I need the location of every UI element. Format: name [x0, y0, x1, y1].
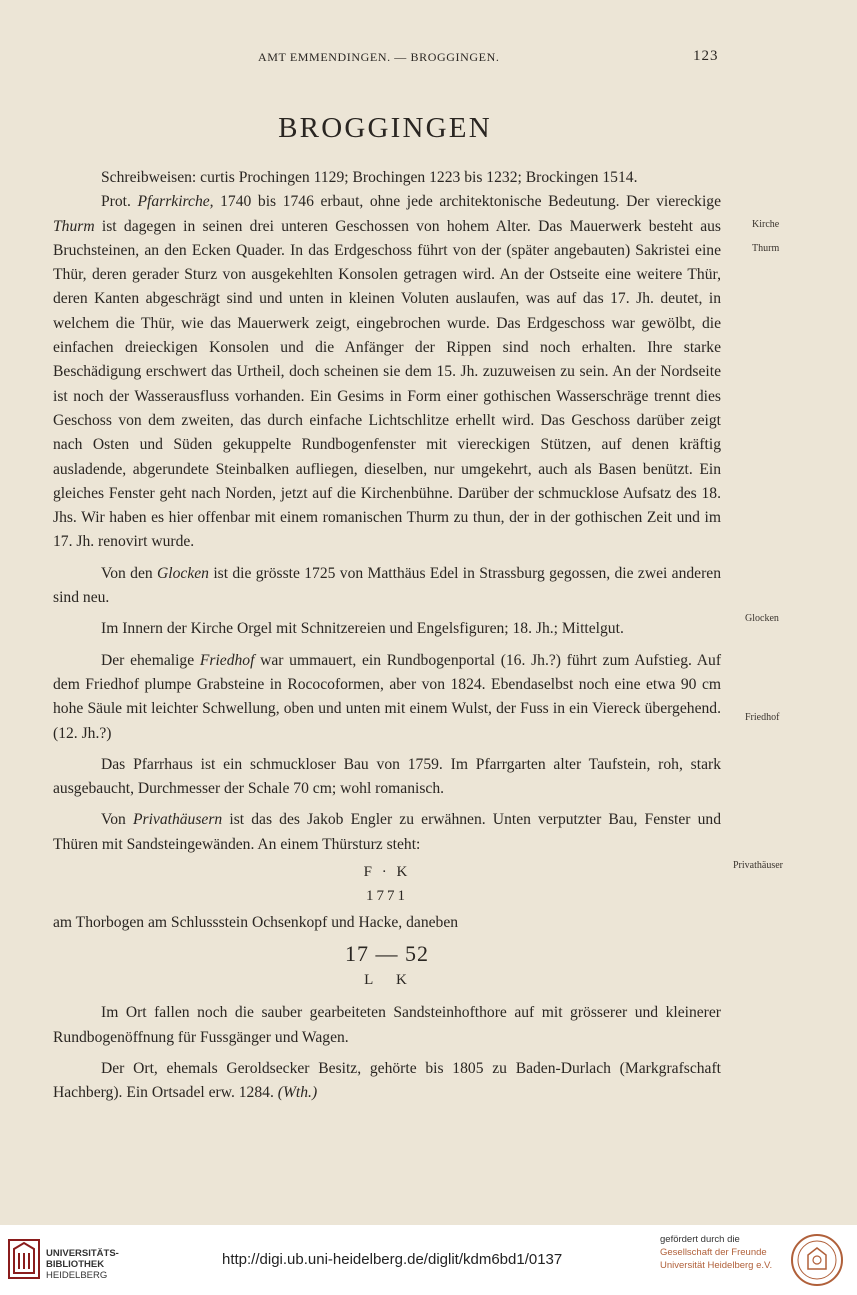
library-name — [46, 1248, 119, 1281]
inscription-year: 1771 — [366, 888, 408, 905]
paragraph-private-houses — [53, 808, 721, 857]
paragraph-church — [53, 190, 721, 554]
library-logo-icon — [8, 1239, 40, 1279]
paragraph-history — [53, 1057, 721, 1106]
paragraph-parsonage: Das Pfarrhaus ist ein schmuckloser Bau von 1759. Im Pfarrgarten alter Taufstein, roh, stark ausgebaucht, Durchmesser der Schale 70 cm; wohl romanisch. — [53, 755, 721, 798]
paragraph-gateway: am Thorbogen am Schlussstein Ochsenkopf und Hacke, daneben — [53, 914, 459, 932]
paragraph-cemetery — [53, 649, 721, 746]
text-run: Der Ort, ehemals Geroldsecker Besitz, gehörte bis 1805 zu Baden-Durlach (Markgrafschaft Hachberg). Ein Ortsadel erw. 1284. — [53, 1059, 721, 1102]
inscription-keystone-initials: L K — [364, 972, 410, 989]
paragraph-interior: Im Innern der Kirche Orgel mit Schnitzereien und Engelsfiguren; 18. Jh.; Mittelgut. — [101, 620, 624, 638]
emphasis-author: (Wth.) — [277, 1084, 318, 1102]
sponsor-block — [660, 1233, 772, 1272]
text-run: 1740 bis 1746 erbaut, ohne jede architektonische Bedeutung. Der viereckige — [213, 193, 722, 211]
margin-note-kirche: Kirche — [752, 219, 780, 230]
margin-note-glocken: Glocken — [745, 613, 779, 624]
library-name-line: HEIDELBERG — [46, 1270, 108, 1281]
text-run: ist dagegen in seinen drei unteren Geschossen von hohem Alter. Das Mauerwerk besteht aus Bruchsteinen, an den Ecken Quader. In das Erdgeschoss führt von der (später angebauten) Sakristei eine Thür, deren gerader Sturz von ausgekehlten Konsolen getragen wird. An der Ostseite eine weitere Thür, deren Kanten abgeschrägt sind und unten in kleinen Voluten auslaufen, was auf das 17. Jh. deutet, in welchem die Thür, wie das Mauerwerk zeigt, eingebrochen wurde. Das Erdgeschoss war gewölbt, die einfachen dreieckigen Konsolen und die Anfänger der Rippen sind noch erhalten. Ihre starke Beschädigung erschwert das Urtheil, doch scheinen sie dem 15. Jh. zuzuweisen zu sein. An der Nordseite ist noch der Wasserausfluss vorhanden. Ein Gesims in Form einer gothischen Wasserschräge trennt dies Geschoss von dem zweiten, das durch einfache Lichtschlitze erhellt wird. Das Geschoss darüber zeigt nach Osten und Süden gekuppelte Rundbogenfenster mit viereckigen Stützen, auf denen kräftig ausladende, abgerundete Steinbalken aufliegen, dieselben, nur umgekehrt, auch als Basen benützt. Ein gleiches Fenster geht nach Norden, jetzt auf die Kirchenbühne. Darüber der schmucklose Aufsatz des 18. Jhs. Wir haben es hier offenbar mit einem romanischen Thurm zu thun, der in der gothischen Zeit und im 17. Jh. renovirt wurde. — [53, 217, 721, 551]
emphasis-privathaeuser: Privathäusern — [132, 811, 223, 829]
text-run: ist das des Jakob Engler zu erwähnen. Unten verputzter Bau, Fenster und Thüren mit Sandsteingewänden. An einem Thürsturz steht: — [53, 811, 721, 853]
university-seal-icon — [790, 1233, 844, 1287]
sponsor-org-line: Gesellschaft der Freunde — [660, 1247, 767, 1258]
library-name-line: BIBLIOTHEK — [46, 1259, 105, 1270]
margin-note-privathaeuser: Privathäuser — [733, 860, 783, 871]
paragraph-bells — [53, 562, 721, 611]
sponsor-org-line: Universität Heidelberg e.V. — [660, 1260, 773, 1271]
inscription-keystone: 17 — 52 — [345, 941, 429, 967]
margin-note-thurm: Thurm — [752, 243, 780, 254]
sponsor-label: gefördert durch die — [660, 1234, 740, 1245]
text-run: war ummauert, ein Rundbogenportal (16. Jh.?) führt zum Aufstieg. Auf dem Friedhof plumpe Grabsteine in Rococoformen, aber von 1824. Ebendaselbst noch eine etwa 90 cm hohe Säule mit leichter Schwellung, oben und unten mit einem Wulst, der Fuss in ein Viereck übergehend. (12. Jh.?) — [53, 651, 722, 742]
page-number: 123 — [693, 48, 719, 64]
body-text — [53, 166, 721, 1106]
margin-note-friedhof: Friedhof — [745, 712, 780, 723]
text-run: Der ehemalige — [101, 651, 200, 669]
permalink-url[interactable]: http://digi.ub.uni-heidelberg.de/diglit/kdm6bd1/0137 — [222, 1251, 563, 1268]
emphasis-friedhof: Friedhof — [199, 651, 255, 669]
paragraph-spellings: Schreibweisen: curtis Prochingen 1129; Brochingen 1223 bis 1232; Brockingen 1514. — [101, 169, 638, 186]
inscription-initials: F · K — [363, 864, 411, 881]
emphasis-thurm: Thurm — [53, 217, 95, 235]
paragraph-gates: Im Ort fallen noch die sauber gearbeiteten Sandsteinhofthore auf mit grösserer und kleinerer Rundbogenöffnung für Fussgänger und Wagen. — [53, 1004, 721, 1046]
library-name-line: UNIVERSITÄTS- — [46, 1248, 119, 1259]
emphasis-pfarrkirche: Pfarrkirche, — [137, 193, 214, 211]
emphasis-glocken: Glocken — [157, 564, 209, 582]
text-run: Von — [101, 811, 133, 829]
page-title: BROGGINGEN — [278, 112, 492, 144]
text-run: Prot. — [101, 193, 138, 211]
viewer-footer — [0, 1225, 857, 1295]
running-title: AMT EMMENDINGEN. — BROGGINGEN. — [258, 50, 500, 64]
text-run: ist die grösste 1725 von Matthäus Edel in Strassburg gegossen, die zwei anderen sind neu. — [53, 564, 722, 607]
text-run: Von den — [101, 564, 158, 582]
